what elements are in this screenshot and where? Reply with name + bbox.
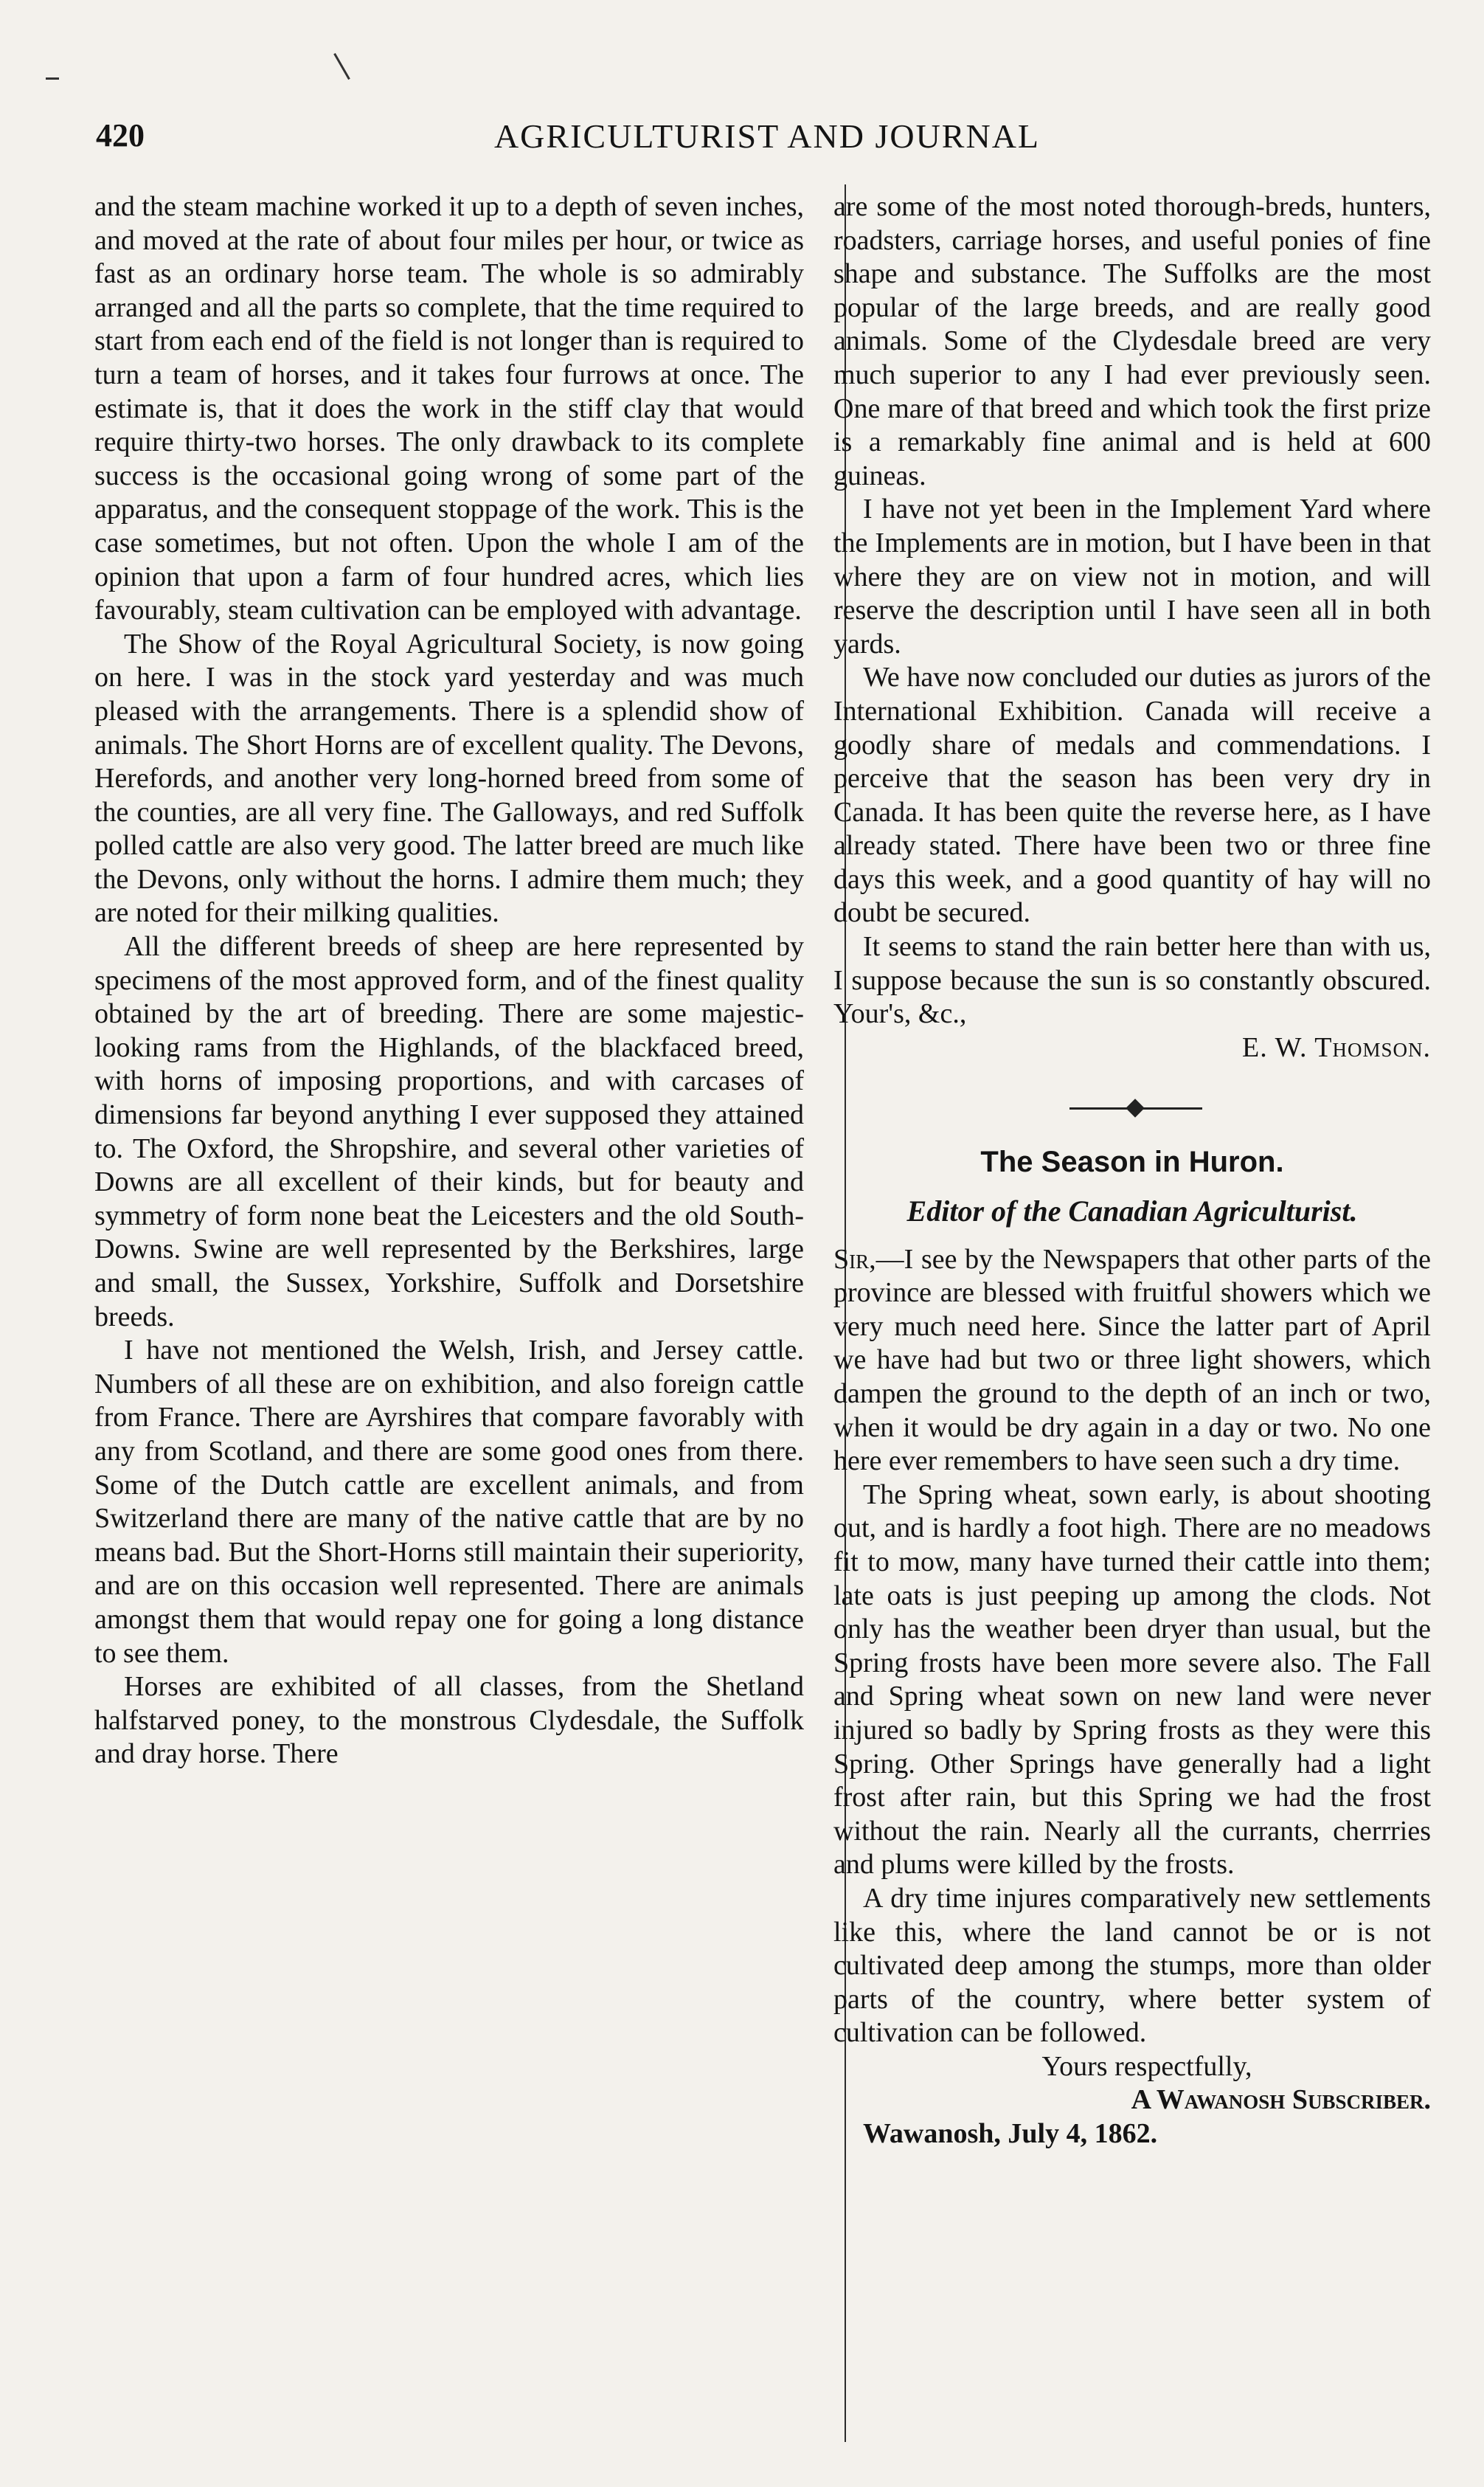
page-header [89,111,1446,162]
paragraph: The Show of the Royal Agricultural Society, is now going on here. I was in the stock yard yesterday and was much pleased with the arrangements. There is a splendid show of animals. The Short Horns are of excellent quality. The Devons, Herefords, and another very long-horned breed from some of the counties, are all very fine. The Galloways, and red Suffolk polled cattle are also very good. The latter breed are much like the Devons, only without the horns. I admire them much; they are noted for their milking qualities. [94,628,804,929]
paragraph: I have not mentioned the Welsh, Irish, and Jersey cattle. Numbers of all these are on exhibition, and also foreign cattle from France. There are Ayrshires that compare favorably with any from Scotland, and there are some good ones from there. Some of the Dutch cattle are excellent animals, and from Switzerland there are many of the native cattle that are by no means bad. But the Short-Horns still maintain their superiority, and are on this occasion well represented. There are animals amongst them that would repay one for going a long distance to see them. [94,1335,804,1669]
scan-speck [333,53,350,80]
article-subtitle: Editor of the Canadian Agriculturist. [906,1194,1358,1228]
section-divider [833,1087,1431,1131]
closing: Yours respectfully, [1041,2050,1252,2082]
paragraph: We have now concluded our duties as jurors of the International Exhibition. Canada will receive a goodly share of medals and commendations. I perceive that the season has been very dry in Canada. It has been quite the reverse here, as I have already stated. There have been two or three fine days this week, and a good quantity of hay will no doubt be secured. [833,662,1431,929]
article-signature: A Wawanosh Subscriber. [1131,2084,1431,2116]
running-head: AGRICULTURIST AND JOURNAL [493,117,1041,155]
salutation: Sir, [833,1243,876,1275]
paragraph: and the steam machine worked it up to a depth of seven inches, and moved at the rate of about four miles per hour, or twice as fast as an ordinary horse team. The whole is so admirably arranged and all the parts so complete, that the time required to start from each end of the field is not longer than is required to turn a team of horses, and it takes four furrows at once. The estimate is, that it does the work in the stiff clay that would require thirty-two horses. The only drawback to its complete success is the occasional going wrong of some part of the apparatus, and the consequent stoppage of the work. This is the case sometimes, but not often. Upon the whole I am of the opinion that upon a farm of four hundred acres, which lies favourably, steam cultivation can be employed with advantage. [94,191,804,626]
paragraph: Horses are exhibited of all classes, from the Shetland halfstarved poney, to the monstrous Clydesdale, the Suffolk and dray horse. There [94,1671,804,1770]
paragraph-text: —I see by the Newspapers that other parts of the province are blessed with fruitful showers which we very much need here. Since the latter part of April we have had but two or three light showers, which dampen the ground to the depth of an inch or two, when it would be dry again in a day or two. No one here ever remembers to have seen such a dry time. [833,1243,1431,1477]
letter-signature: E. W. Thomson. [1242,1031,1431,1063]
paragraph: A dry time injures comparatively new settlements like this, where the land cannot be or is not cultivated deep among the stumps, more than older parts of the country, where better system of cultivation can be followed. [833,1882,1431,2049]
left-column [94,190,804,1771]
scan-speck [46,77,59,80]
paragraph: All the different breeds of sheep are here represented by specimens of the most approved form, and of the finest quality obtained by the art of breeding. There are some majestic-looking rams from the Highlands, of the blackfaced breed, with horns of imposing proportions, and with carcases of dimensions far beyond anything I ever supposed they attained to. The Oxford, the Shropshire, and several other varieties of Downs are all excellent of their kinds, but for beauty and symmetry of form none beat the Leicesters and the old South-Downs. Swine are well represented by the Berkshires, large and small, the Sussex, Yorkshire, Suffolk and Dorsetshire breeds. [94,931,804,1332]
divider-diamond-icon [1126,1099,1144,1118]
paragraph: The Spring wheat, sown early, is about shooting out, and is hardly a foot high. There are no meadows fit to mow, many have turned their cattle into them; late oats is just peeping up among the clods. Not only has the weather been dryer than usual, but the Spring frosts have been more severe also. The Fall and Spring wheat sown on new land were never injured so badly by Spring frosts as they were this Spring. Other Springs have generally had a light frost after rain, but this Spring we had the frost without the rain. Nearly all the currants, cherrries and plums were killed by the frosts. [833,1478,1431,1881]
paragraph: are some of the most noted thorough-breds, hunters, roadsters, carriage horses, and useful ponies of fine shape and substance. The Suffolks are the most popular of the large breeds, and are really good animals. Some of the Clydesdale breed are very much superior to any I had ever previously seen. One mare of that breed and which took the first prize is a remarkably fine animal and is held at 600 guineas. [833,191,1431,491]
page-number: 420 [96,117,145,153]
article-title: The Season in Huron. [980,1146,1284,1179]
paragraph [833,1243,1431,1478]
right-column [833,190,1431,2151]
paragraph: It seems to stand the rain better here than with us, I suppose because the sun is so constantly obscured. Your's, &c., [833,931,1431,1030]
paragraph: I have not yet been in the Implement Yard where the Implements are in motion, but I have been in that where they are on view not in motion, and will reserve the description until I have seen all in both yards. [833,494,1431,660]
dateline: Wawanosh, July 4, 1862. [863,2118,1158,2150]
